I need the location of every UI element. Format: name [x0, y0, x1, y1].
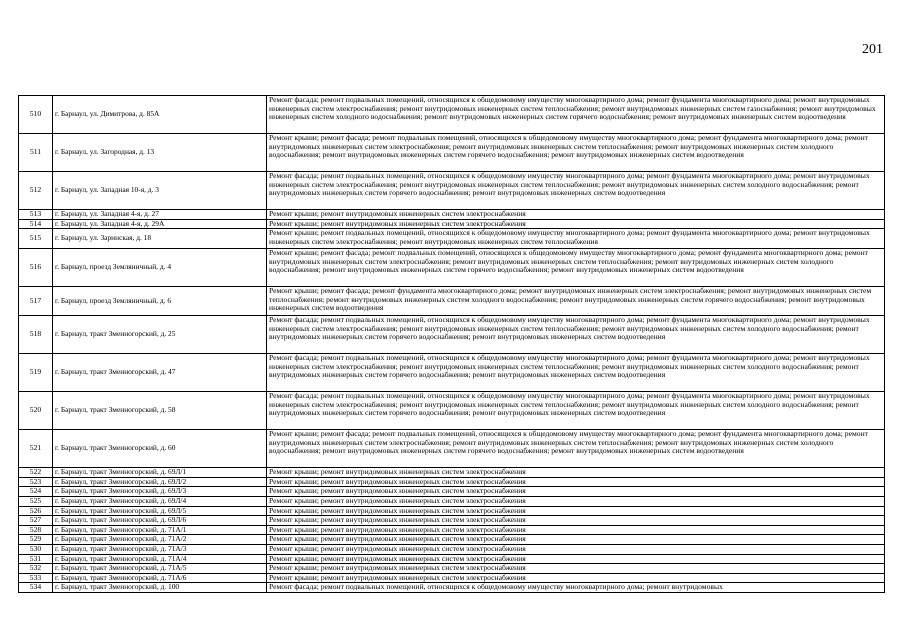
row-address: г. Барнаул, проезд Земляничный, д. 6	[53, 287, 267, 316]
row-works: Ремонт крыши; ремонт внутридомовых инженерных систем электроснабжения	[267, 219, 885, 229]
table-row	[19, 392, 885, 430]
row-number: 516	[19, 249, 53, 287]
table-row	[19, 210, 885, 220]
table-row	[19, 354, 885, 392]
row-number: 530	[19, 544, 53, 554]
table-row	[19, 249, 885, 287]
row-address: г. Барнаул, ул. Димитрова, д. 85А	[53, 96, 267, 134]
row-works: Ремонт крыши; ремонт внутридомовых инженерных систем электроснабжения	[267, 573, 885, 583]
row-number: 511	[19, 134, 53, 172]
table-row	[19, 316, 885, 354]
row-address: г. Барнаул, тракт Змеиногорский, д. 58	[53, 392, 267, 430]
row-number: 519	[19, 354, 53, 392]
table-row	[19, 219, 885, 229]
row-works: Ремонт крыши; ремонт внутридомовых инженерных систем электроснабжения	[267, 487, 885, 497]
row-works: Ремонт крыши; ремонт внутридомовых инженерных систем электроснабжения	[267, 468, 885, 478]
table-row	[19, 506, 885, 516]
row-address: г. Барнаул, ул. Загородная, д. 13	[53, 134, 267, 172]
row-works: Ремонт фасада; ремонт подвальных помещений, относящихся к общедомовому имуществу многоквартирного дома; ремонт фундамента многоквартирного дома; ремонт внутридомовых инженерных систем электроснабжения; ремонт внутридомовых инженерных систем теплоснабжения; ремонт внутридомовых инженерных систем холодного водоснабжения; ремонт внутридомовых инженерных систем горячего водоснабжения; ремонт внутридомовых инженерных систем водоотведения	[267, 172, 885, 210]
row-works: Ремонт крыши; ремонт внутридомовых инженерных систем электроснабжения	[267, 477, 885, 487]
row-address: г. Барнаул, тракт Змеиногорский, д. 69Л/1	[53, 468, 267, 478]
row-address: г. Барнаул, тракт Змеиногорский, д. 71А/3	[53, 544, 267, 554]
row-address: г. Барнаул, тракт Змеиногорский, д. 69Л/5	[53, 506, 267, 516]
row-address: г. Барнаул, ул. Западная 4-я, д. 27	[53, 210, 267, 220]
table-row	[19, 229, 885, 249]
table-row	[19, 287, 885, 316]
row-number: 528	[19, 525, 53, 535]
row-number: 524	[19, 487, 53, 497]
row-number: 521	[19, 430, 53, 468]
table-row	[19, 172, 885, 210]
table-row	[19, 430, 885, 468]
registry-table-body	[19, 96, 885, 593]
row-works: Ремонт крыши; ремонт фасада; ремонт подвальных помещений, относящихся к общедомовому имуществу многоквартирного дома; ремонт фундамента многоквартирного дома; ремонт внутридомовых инженерных систем электроснабжения; ремонт внутридомовых инженерных систем теплоснабжения; ремонт внутридомовых инженерных систем холодного водоснабжения; ремонт внутридомовых инженерных систем горячего водоснабжения; ремонт внутридомовых инженерных систем водоотведения	[267, 134, 885, 172]
registry-table	[18, 95, 885, 593]
row-number: 529	[19, 535, 53, 545]
row-number: 513	[19, 210, 53, 220]
row-number: 522	[19, 468, 53, 478]
row-address: г. Барнаул, тракт Змеиногорский, д. 47	[53, 354, 267, 392]
row-address: г. Барнаул, тракт Змеиногорский, д. 71А/2	[53, 535, 267, 545]
row-works: Ремонт фасада; ремонт подвальных помещений, относящихся к общедомовому имуществу многоквартирного дома; ремонт фундамента многоквартирного дома; ремонт внутридомовых инженерных систем электроснабжения; ремонт внутридомовых инженерных систем теплоснабжения; ремонт внутридомовых инженерных систем холодного водоснабжения; ремонт внутридомовых инженерных систем горячего водоснабжения; ремонт внутридомовых инженерных систем водоотведения	[267, 316, 885, 354]
row-works: Ремонт крыши; ремонт фасада; ремонт подвальных помещений, относящихся к общедомовому имуществу многоквартирного дома; ремонт фундамента многоквартирного дома; ремонт внутридомовых инженерных систем электроснабжения; ремонт внутридомовых инженерных систем теплоснабжения; ремонт внутридомовых инженерных систем холодного водоснабжения; ремонт внутридомовых инженерных систем горячего водоснабжения; ремонт внутридомовых инженерных систем водоотведения	[267, 249, 885, 287]
row-number: 532	[19, 564, 53, 574]
row-works: Ремонт крыши; ремонт внутридомовых инженерных систем электроснабжения	[267, 544, 885, 554]
row-works: Ремонт крыши; ремонт внутридомовых инженерных систем электроснабжения	[267, 210, 885, 220]
row-number: 531	[19, 554, 53, 564]
row-works: Ремонт крыши; ремонт внутридомовых инженерных систем электроснабжения	[267, 516, 885, 526]
table-row	[19, 573, 885, 583]
row-address: г. Барнаул, проезд Земляничный, д. 4	[53, 249, 267, 287]
row-works: Ремонт фасада; ремонт подвальных помещений, относящихся к общедомовому имуществу многоквартирного дома; ремонт фундамента многоквартирного дома; ремонт внутридомовых инженерных систем электроснабжения; ремонт внутридомовых инженерных систем теплоснабжения; ремонт внутридомовых инженерных систем холодного водоснабжения; ремонт внутридомовых инженерных систем горячего водоснабжения; ремонт внутридомовых инженерных систем водоотведения	[267, 392, 885, 430]
row-address: г. Барнаул, ул. Западная 4-я, д. 29А	[53, 219, 267, 229]
row-works: Ремонт крыши; ремонт внутридомовых инженерных систем электроснабжения	[267, 506, 885, 516]
row-address: г. Барнаул, ул. Западная 10-я, д. 3	[53, 172, 267, 210]
row-address: г. Барнаул, тракт Змеиногорский, д. 69Л/2	[53, 477, 267, 487]
row-address: г. Барнаул, тракт Змеиногорский, д. 71А/4	[53, 554, 267, 564]
row-number: 533	[19, 573, 53, 583]
table-row	[19, 134, 885, 172]
row-works: Ремонт крыши; ремонт внутридомовых инженерных систем электроснабжения	[267, 564, 885, 574]
row-works: Ремонт фасада; ремонт подвальных помещений, относящихся к общедомовому имуществу многоквартирного дома; ремонт фундамента многоквартирного дома; ремонт внутридомовых инженерных систем электроснабжения; ремонт внутридомовых инженерных систем теплоснабжения; ремонт внутридомовых инженерных систем газоснабжения; ремонт внутридомовых инженерных систем холодного водоснабжения; ремонт внутридомовых инженерных систем горячего водоснабжения; ремонт внутридомовых инженерных систем водоотведения	[267, 96, 885, 134]
row-number: 518	[19, 316, 53, 354]
row-number: 510	[19, 96, 53, 134]
row-address: г. Барнаул, тракт Змеиногорский, д. 71А/6	[53, 573, 267, 583]
row-number: 515	[19, 229, 53, 249]
row-address: г. Барнаул, тракт Змеиногорский, д. 71А/5	[53, 564, 267, 574]
row-address: г. Барнаул, ул. Заринская, д. 18	[53, 229, 267, 249]
table-row	[19, 525, 885, 535]
table-row	[19, 477, 885, 487]
row-address: г. Барнаул, тракт Змеиногорский, д. 100	[53, 583, 267, 593]
row-works: Ремонт крыши; ремонт фасада; ремонт подвальных помещений, относящихся к общедомовому имуществу многоквартирного дома; ремонт фундамента многоквартирного дома; ремонт внутридомовых инженерных систем электроснабжения; ремонт внутридомовых инженерных систем теплоснабжения; ремонт внутридомовых инженерных систем холодного водоснабжения; ремонт внутридомовых инженерных систем горячего водоснабжения; ремонт внутридомовых инженерных систем водоотведения	[267, 430, 885, 468]
row-address: г. Барнаул, тракт Змеиногорский, д. 25	[53, 316, 267, 354]
table-row	[19, 535, 885, 545]
row-works: Ремонт фасада; ремонт подвальных помещений, относящихся к общедомовому имуществу многоквартирного дома; ремонт внутридомовых	[267, 583, 885, 593]
table-row	[19, 468, 885, 478]
table-row	[19, 487, 885, 497]
row-number: 526	[19, 506, 53, 516]
row-works: Ремонт крыши; ремонт подвальных помещений, относящихся к общедомовому имуществу многоквартирного дома; ремонт фундамента многоквартирного дома; ремонт внутридомовых инженерных систем электроснабжения; ремонт внутридомовых инженерных систем теплоснабжения	[267, 229, 885, 249]
table-row	[19, 554, 885, 564]
row-number: 523	[19, 477, 53, 487]
row-number: 534	[19, 583, 53, 593]
row-address: г. Барнаул, тракт Змеиногорский, д. 60	[53, 430, 267, 468]
table-row	[19, 516, 885, 526]
row-number: 527	[19, 516, 53, 526]
row-works: Ремонт фасада; ремонт подвальных помещений, относящихся к общедомовому имуществу многоквартирного дома; ремонт фундамента многоквартирного дома; ремонт внутридомовых инженерных систем электроснабжения; ремонт внутридомовых инженерных систем теплоснабжения; ремонт внутридомовых инженерных систем холодного водоснабжения; ремонт внутридомовых инженерных систем горячего водоснабжения; ремонт внутридомовых инженерных систем водоотведения	[267, 354, 885, 392]
table-row	[19, 496, 885, 506]
row-works: Ремонт крыши; ремонт внутридомовых инженерных систем электроснабжения	[267, 496, 885, 506]
page-number: 201	[862, 42, 883, 57]
row-number: 525	[19, 496, 53, 506]
row-works: Ремонт крыши; ремонт внутридомовых инженерных систем электроснабжения	[267, 525, 885, 535]
row-number: 517	[19, 287, 53, 316]
row-address: г. Барнаул, тракт Змеиногорский, д. 71А/1	[53, 525, 267, 535]
row-number: 512	[19, 172, 53, 210]
row-address: г. Барнаул, тракт Змеиногорский, д. 69Л/6	[53, 516, 267, 526]
table-row	[19, 564, 885, 574]
row-works: Ремонт крыши; ремонт фасада; ремонт фундамента многоквартирного дома; ремонт внутридомовых инженерных систем электроснабжения; ремонт внутридомовых инженерных систем теплоснабжения; ремонт внутридомовых инженерных систем холодного водоснабжения; ремонт внутридомовых инженерных систем горячего водоснабжения; ремонт внутридомовых инженерных систем водоотведения	[267, 287, 885, 316]
row-number: 520	[19, 392, 53, 430]
row-address: г. Барнаул, тракт Змеиногорский, д. 69Л/3	[53, 487, 267, 497]
table-row	[19, 96, 885, 134]
row-number: 514	[19, 219, 53, 229]
row-works: Ремонт крыши; ремонт внутридомовых инженерных систем электроснабжения	[267, 535, 885, 545]
table-row	[19, 544, 885, 554]
table-row	[19, 583, 885, 593]
row-address: г. Барнаул, тракт Змеиногорский, д. 69Л/4	[53, 496, 267, 506]
row-works: Ремонт крыши; ремонт внутридомовых инженерных систем электроснабжения	[267, 554, 885, 564]
